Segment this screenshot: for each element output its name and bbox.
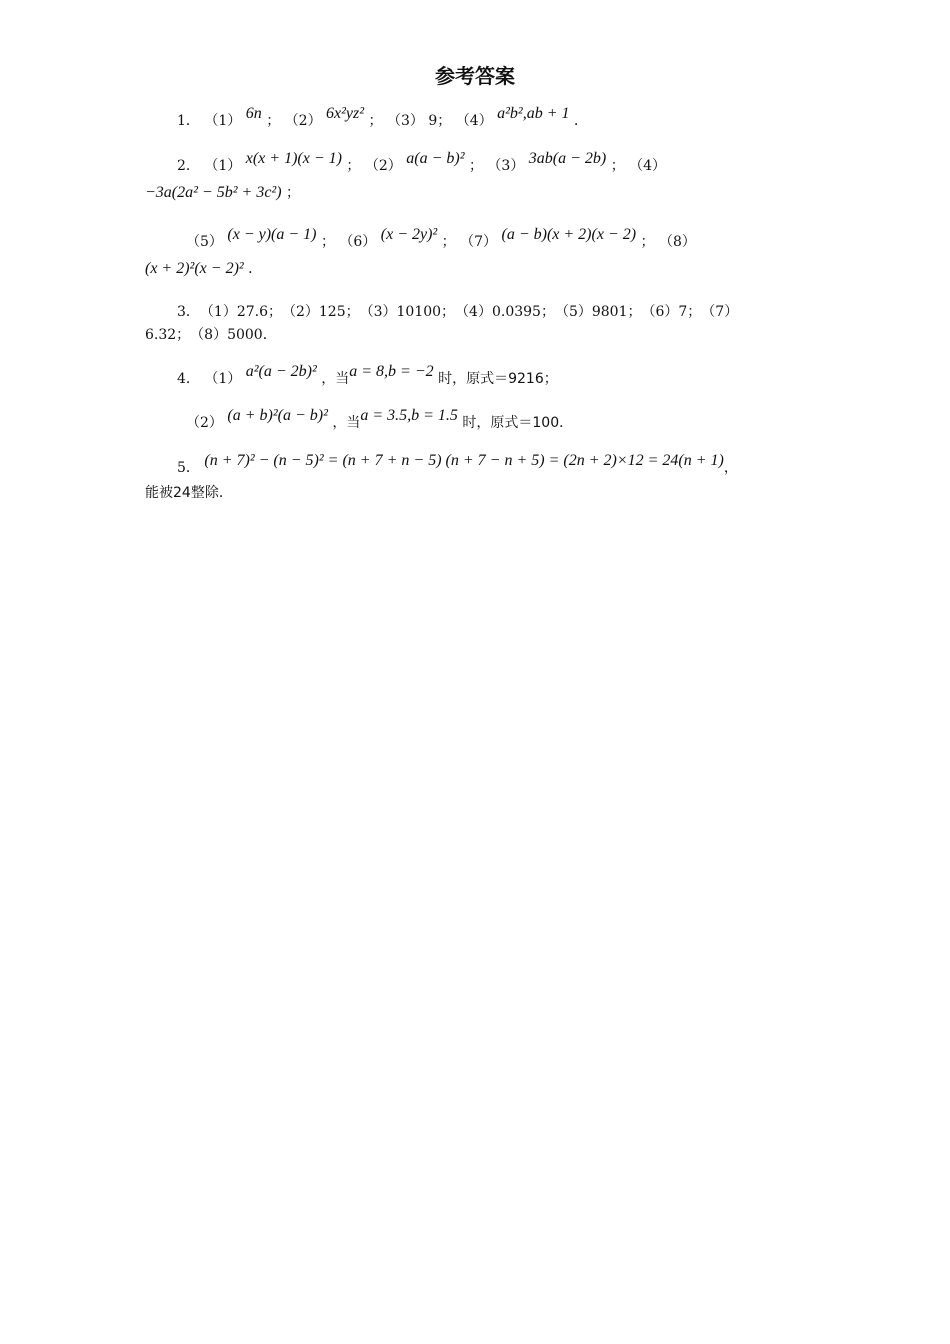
answer-4-part-2: （2） (a + b)²(a − b)² ，当a = 3.5,b = 1.5 时，原式＝100．	[186, 407, 574, 431]
answer-number: 1．	[177, 113, 200, 129]
formula: a²b²,ab + 1	[497, 105, 570, 122]
answer-2: 2． （1） x(x + 1)(x − 1) ； （2） a(a − b)² ； （3） 3ab(a − 2b) ； （4）	[177, 150, 667, 174]
formula: (n + 7)² − (n − 5)² = (n + 7 + n − 5) (n + 7 − n + 5) = (2n + 2)×12 = 24(n + 1)	[204, 452, 724, 469]
answer-4: 4． （1） a²(a − 2b)² ，当a = 8,b = −2 时，原式＝9216；	[177, 363, 558, 387]
formula: (x + 2)²(x − 2)²	[145, 260, 244, 277]
answer-number: 2．	[177, 158, 200, 174]
answer-5-continued: 能被24整除．	[145, 485, 233, 501]
answer-3: 3． （1）27.6； （2）125； （3）10100； （4）0.0395； （5）9801； （6）7； （7）	[177, 304, 739, 320]
page-title: 参考答案	[435, 64, 515, 88]
answer-3-continued: 6.32； （8）5000．	[145, 327, 277, 343]
formula: (a + b)²(a − b)²	[227, 407, 328, 424]
answer-5: 5． (n + 7)² − (n − 5)² = (n + 7 + n − 5) (n + 7 − n + 5) = (2n + 2)×12 = 24(n + 1)，	[177, 452, 738, 476]
formula: −3a(2a² − 5b² + 3c²)	[145, 184, 282, 201]
answer-number: 5．	[177, 460, 200, 476]
formula: a = 3.5,b = 1.5	[360, 407, 458, 424]
formula: 6x²yz²	[326, 105, 365, 122]
formula: a(a − b)²	[406, 150, 465, 167]
formula: a²(a − 2b)²	[245, 363, 317, 380]
formula: 3ab(a − 2b)	[528, 150, 607, 167]
answer-1: 1． （1） 6n ； （2） 6x²yz² ； （3） 9； （4） a²b²,ab + 1 ．	[177, 105, 588, 129]
formula: 6n	[245, 105, 262, 122]
formula: (x − 2y)²	[380, 226, 438, 243]
formula: (x − y)(a − 1)	[227, 226, 317, 243]
answer-2-continued: −3a(2a² − 5b² + 3c²) ；	[145, 184, 300, 201]
formula: a = 8,b = −2	[349, 363, 434, 380]
answer-2-part-2: （5） (x − y)(a − 1) ； （6） (x − 2y)² ； （7） (a − b)(x + 2)(x − 2) ； （8）	[186, 226, 696, 250]
answer-2-part-2-continued: (x + 2)²(x − 2)² ．	[145, 260, 263, 277]
formula: x(x + 1)(x − 1)	[245, 150, 342, 167]
formula: (a − b)(x + 2)(x − 2)	[501, 226, 637, 243]
answer-number: 4．	[177, 371, 200, 387]
